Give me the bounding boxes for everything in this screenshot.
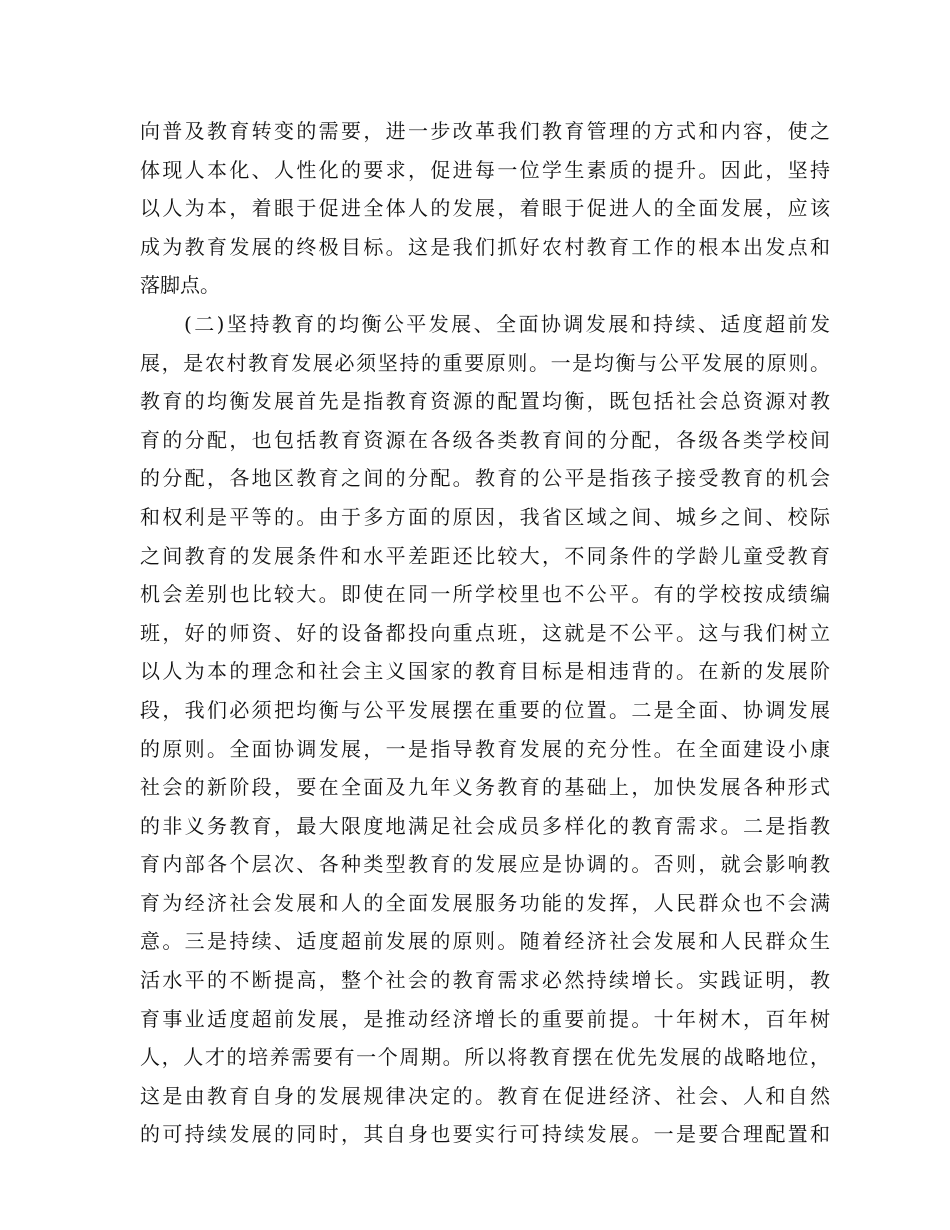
text-line: 落脚点。: [140, 273, 220, 298]
text-line: 以人为本的理念和社会主义国家的教育目标是相违背的。在新的发展阶: [140, 659, 830, 684]
text-line: 之间教育的发展条件和水平差距还比较大，不同条件的学龄儿童受教育: [140, 543, 830, 568]
text-line: 育内部各个层次、各种类型教育的发展应是协调的。否则，就会影响教: [140, 852, 830, 877]
text-line: 育为经济社会发展和人的全面发展服务功能的发挥，人民群众也不会满: [140, 890, 830, 915]
text-line: 体现人本化、人性化的要求，促进每一位学生素质的提升。因此，坚持: [140, 157, 830, 182]
text-line: 的原则。全面协调发展，一是指导教育发展的充分性。在全面建设小康: [140, 736, 830, 761]
text-line: 意。三是持续、适度超前发展的原则。随着经济社会发展和人民群众生: [140, 929, 830, 954]
text-line: 和权利是平等的。由于多方面的原因，我省区域之间、城乡之间、校际: [140, 504, 830, 529]
text-line: (二)坚持教育的均衡公平发展、全面协调发展和持续、适度超前发: [184, 311, 830, 336]
text-line: 成为教育发展的终极目标。这是我们抓好农村教育工作的根本出发点和: [140, 234, 830, 259]
text-line: 的分配，各地区教育之间的分配。教育的公平是指孩子接受教育的机会: [140, 466, 830, 491]
text-line: 的非义务教育，最大限度地满足社会成员多样化的教育需求。二是指教: [140, 813, 830, 838]
text-line: 以人为本，着眼于促进全体人的发展，着眼于促进人的全面发展，应该: [140, 196, 830, 221]
text-line: 这是由教育自身的发展规律决定的。教育在促进经济、社会、人和自然: [140, 1083, 830, 1108]
text-line: 班，好的师资、好的设备都投向重点班，这就是不公平。这与我们树立: [140, 620, 830, 645]
text-line: 向普及教育转变的需要，进一步改革我们教育管理的方式和内容，使之: [140, 119, 830, 143]
text-line: 育的分配，也包括教育资源在各级各类教育间的分配，各级各类学校间: [140, 427, 830, 452]
text-line: 人，人才的培养需要有一个周期。所以将教育摆在优先发展的战略地位，: [140, 1045, 830, 1070]
text-line: 活水平的不断提高，整个社会的教育需求必然持续增长。实践证明，教: [140, 968, 830, 993]
document-body: [140, 112, 830, 1154]
text-line: 的可持续发展的同时，其自身也要实行可持续发展。一是要合理配置和: [140, 1122, 830, 1147]
text-line: 教育的均衡发展首先是指教育资源的配置均衡，既包括社会总资源对教: [140, 389, 830, 414]
text-line: 段，我们必须把均衡与公平发展摆在重要的位置。二是全面、协调发展: [140, 697, 830, 722]
text-line: 育事业适度超前发展，是推动经济增长的重要前提。十年树木，百年树: [140, 1006, 830, 1031]
text-line: 展，是农村教育发展必须坚持的重要原则。一是均衡与公平发展的原则。: [140, 350, 830, 375]
text-line: 机会差别也比较大。即使在同一所学校里也不公平。有的学校按成绩编: [140, 582, 830, 607]
text-line: 社会的新阶段，要在全面及九年义务教育的基础上，加快发展各种形式: [140, 775, 830, 800]
